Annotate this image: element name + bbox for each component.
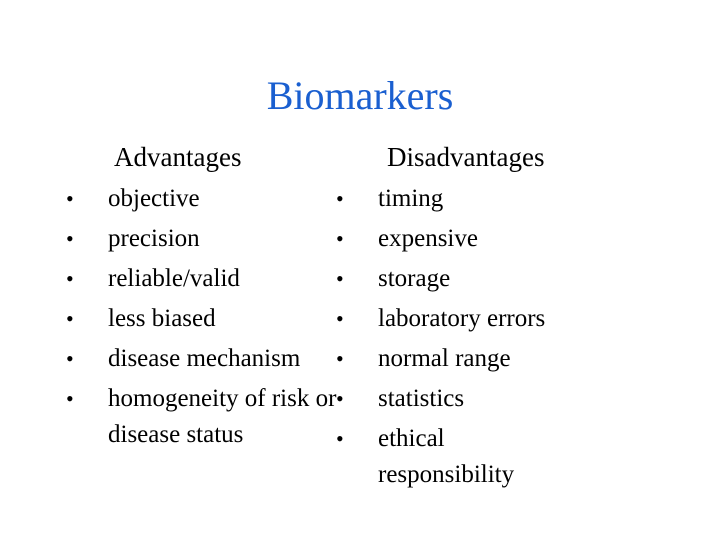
slide-title: Biomarkers bbox=[266, 73, 454, 118]
bullet-icon: • bbox=[66, 306, 74, 331]
advantages-item-text: less biased bbox=[108, 305, 216, 332]
bullet-icon: • bbox=[336, 306, 344, 331]
disadvantages-item bbox=[336, 219, 586, 259]
bullet-icon: • bbox=[336, 346, 344, 371]
advantages-item-text: homogeneity of risk or disease status bbox=[108, 385, 337, 448]
advantages-item bbox=[66, 299, 346, 339]
disadvantages-item-text: statistics bbox=[378, 385, 465, 412]
bullet-icon: • bbox=[336, 226, 344, 251]
bullet-icon: • bbox=[66, 266, 74, 291]
bullet-icon: • bbox=[336, 266, 344, 291]
disadvantages-item bbox=[336, 379, 586, 419]
advantages-item bbox=[66, 339, 346, 379]
disadvantages-item-text: timing bbox=[378, 185, 444, 212]
advantages-item-text: disease mechanism bbox=[108, 345, 301, 372]
advantages-item bbox=[66, 259, 346, 299]
advantages-item bbox=[66, 179, 346, 219]
disadvantages-item-text: expensive bbox=[378, 225, 478, 252]
bullet-icon: • bbox=[336, 186, 344, 211]
disadvantages-list bbox=[336, 179, 586, 495]
disadvantages-item bbox=[336, 179, 586, 219]
bullet-icon: • bbox=[336, 386, 344, 411]
advantages-item bbox=[66, 379, 346, 455]
disadvantages-item-text: storage bbox=[378, 265, 451, 292]
disadvantages-item-text: normal range bbox=[378, 345, 511, 372]
advantages-item-text: reliable/valid bbox=[108, 265, 240, 292]
disadvantages-item bbox=[336, 419, 586, 495]
disadvantages-item-text: ethical responsibility bbox=[378, 425, 515, 488]
advantages-list bbox=[66, 179, 346, 455]
advantages-item-text: precision bbox=[108, 225, 200, 252]
disadvantages-item bbox=[336, 299, 586, 339]
disadvantages-heading: Disadvantages bbox=[387, 142, 545, 172]
bullet-icon: • bbox=[336, 426, 344, 451]
disadvantages-item bbox=[336, 339, 586, 379]
advantages-item bbox=[66, 219, 346, 259]
bullet-icon: • bbox=[66, 226, 74, 251]
advantages-heading: Advantages bbox=[114, 142, 242, 172]
bullet-icon: • bbox=[66, 386, 74, 411]
disadvantages-item bbox=[336, 259, 586, 299]
advantages-item-text: objective bbox=[108, 185, 200, 212]
disadvantages-item-text: laboratory errors bbox=[378, 305, 546, 332]
bullet-icon: • bbox=[66, 346, 74, 371]
bullet-icon: • bbox=[66, 186, 74, 211]
